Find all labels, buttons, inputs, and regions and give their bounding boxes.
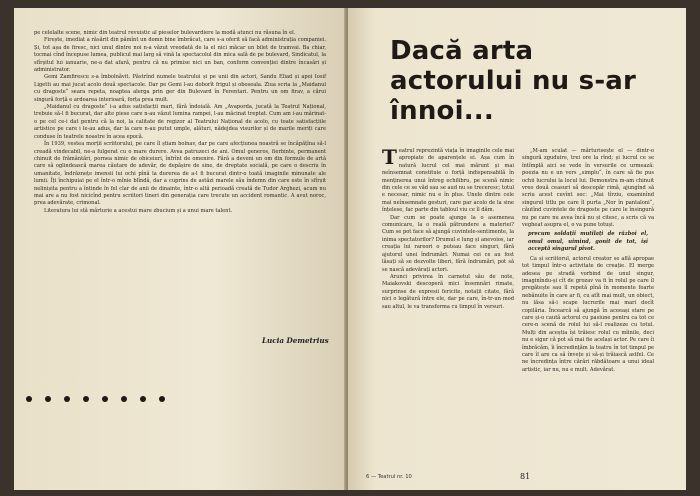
- paragraph: Gemi Zamfirescu s-a îmbolnăvit. Păstrînd numele teatrului și pe unii din actori, Sandu Eliad și apoi Iosif Ligetti au mai jucat acolo două spectacole. Dar pe Gemi l-au doborît frigul și oboseala. Ziua scria la „Maidanul cu dragoste“ seara repeta, noaptea alerga prin ger din Bulevard în Ferentari. Pentru un om firav, a cărui singură forță e ardoarea interioară, forța prea mult.: [34, 74, 326, 103]
- paragraph: Ca și scriitorul, actorul creator se află apropae tot timpul într-o activitate de creație. El merge adesea pe stradă vorbind de unul singur, imaginîndu-și cît de grozav va fi în rolul pe care îl pregătește sau îl repetă pînă în momente foarte nebănuite în care ar fi, cu atît mai mult, un obiect, nu lăsa să-i scape lucrurile mai mari decît copilăria. Încearcă să ajungă în aceeași stare pe care și-o caută actorul cu pasiune pentru ca tot ce cere-n scenă de rolul lui să-l realizeze cu totul. Mulți din aceștia își trăiesc rolul cu mîinile, deci nu e sigur că pot să mai fie același actor. Pe care îi îmbrăcăm, îi încredințăm la teatru în tot timpul pe care îl are ca să învețe și să-și trăiască astfel. Ce ne încredința între cărări răbdătoare a unui ideal artistic, iar nu, nu e mult. Adevărat.: [522, 255, 654, 373]
- text-column-2: [522, 148, 654, 374]
- ornament-dot: [102, 396, 108, 402]
- paragraph: Dar cum se poate ajunge la o asemenea comunicare, la o reală pătrundere a materiei? Cum se pot face să ajungă cuvintele-sentimente, la inima spectatorilor? Drumul e lung și anevoios, iar creația lui rareori o puteau face singuri, fără ajutorul unei îndrumări. Numai cei ce au fost lăsați să se dezvolte liberi, fără îndrumări, pot să se nască adevărați actori.: [382, 214, 514, 273]
- article-title: Dacă arta actorului nu s-ar înnoi...: [390, 36, 637, 126]
- ornament-dot: [140, 396, 146, 402]
- author-signature: Lucia Demetrius: [262, 336, 329, 345]
- paragraph-text: eatrul reprezintă viața în imaginile cele mai apropiate de aparențele ei. Așa cum în natură lucrul cel mai mărunt și mai neînsemnat constituie o forță indispensabilă în menținerea unui întreg echilibru, pe scenă nimic din cele ce se văd sau se aud nu se treceresc; totul e necesar, nimic nu e în plus. Unele dintre cele mai neînsemnate gesturi, care par acolo de la sine înțelese, fac parte din tabloul viu ce îl dăm.: [382, 148, 514, 214]
- drop-cap: T: [382, 145, 397, 169]
- paragraph: În 1939, vestea morții scriitorului, pe care îl știam bolnav, dar pe care afecțiunea noastră se încăpățîna să-l creadă vindecabil, ne-a fulgerat cu o mare durere. Avea patruzeci de ani. Omul generos, fierbinte, permanent chinuit de frământări, pornea nimic de obiceiuri, înfrînt de omenire. Fără a deveni un om din formule de artă care să oglindească marea căutare de adevăr, de depășire de sine, de dreptate socială, pe care o descriu în umanitate, îndrăznețe imensii lui ochi pînă la durerea de a-l fi bucurat dintr-o toată imaginile minunate ale lumii. Îți închipuiai pe el într-o mînie blîndă, dar a cuprins de astăzi marele său îndemn din care este în sfîrșit nelinișita pentru a întinde în fel clar de anii de dinainte, într-o altă perioadă creată de Tudor Arghezi, acum nu mai are a nu fost nicicînd pentru scriitori tineri din generația care trecute un accident romantic. A avut noroc, prea adevărate, crimonal.: [34, 141, 326, 207]
- paragraph: pe celelalte scene, nimic din teatrul revuistic al pieselor bulevardiere la modă atunci nu răsuna în el.: [34, 30, 296, 36]
- text-column-1: [382, 145, 514, 311]
- paragraph: Literatura lui stă mărturie a acestui mare zbucium și a unui mare talent.: [44, 207, 233, 214]
- ornament-dot: [45, 396, 51, 402]
- quoted-verse: precum soldații mutilați de război el, omul omul, uimind, gonit de tot, iși acceptă singurul pivot.: [528, 231, 648, 253]
- page-number: 81: [520, 472, 531, 481]
- paragraph: „M-am sculat — mărturisește el — dintr-o singură zguduire, trei ore la rînd; și lucrul ce se întîmplă aici se vede în versurile ce urmează: poezia nu e un vers „simplu“, în care să fie pus ochii lucrului la locul lui. Demonstra m-am chinuit vreo două ceasuri să descopăr rimă, ajungînd să scriu acest cuvînt sec: „Mai tîrziu, examinînd singurul titlu pe care îl purta „Nor în pantaloni“, căutînd cuvintele de dragoste pe care le însingură nu pe care nu avea încă nu și citesc, a scris că va vegheat asupra el, o va pune totuși.: [522, 148, 654, 229]
- paragraph: „Maidanul cu dragoste“ i-a adus satisfacții mari, fără îndoială. Am „Avaporda, jucată la Teatrul Național, trebuie să-l fi bucurat, dar alte piese care n-au văzut lumina rampei, l-au măcinat treptat. Cum am i-au mărinat-o pe cel ce-i dat pentru că la noi, la calitate de regizor al Teatrului Național de acolo, cu toate satisfacțiile artistice pe care i le-au adus, dar la care n-au putut umple, alături, nădejdea visurilor și de marile meriți care conduse în teatrele noastre în acea epocă.: [34, 104, 326, 140]
- left-page-text: [34, 30, 326, 215]
- ornament-dot: [121, 396, 127, 402]
- paragraph: [382, 145, 514, 215]
- running-footer: 6 — Teatrul nr. 10: [366, 474, 412, 480]
- ornament-dot: [64, 396, 70, 402]
- paragraph: Arunci privirea în carnetul său de note, Maiakovski descoperă mici însemnări rimate, surprinse de expresii fericite, notații citate, fără nici o legătură între ele, dar pe care, în-tr-un mod sau altul, le va transforma cu timpul în versuri.: [382, 273, 514, 310]
- paragraph: Firește, imediat a răsărit din pămînt un domn bine îmbrăcat, care s-a oferit să facă administrația companiei. Și, tot așa de firesc, nici unul dintre noi n-a văzut vreodată de la el nici măcar un bilet de tramvai. Ba chiar, tocmai cînd începuse lumea, publicul mai larg să vină la spectacolul din mica sală de pe bulevard, Sindicatul, la sfîrșitul lui ianuarie, ne-a dat afară, pentru că nu primise nici un ban, conform convenției dintre încasări și administrator.: [34, 37, 326, 74]
- ornament-dot: [83, 396, 89, 402]
- ornament-dots: [26, 396, 176, 404]
- left-page: [14, 8, 346, 490]
- ornament-dot: [159, 396, 165, 402]
- right-page: [348, 8, 686, 490]
- ornament-dot: [26, 396, 32, 402]
